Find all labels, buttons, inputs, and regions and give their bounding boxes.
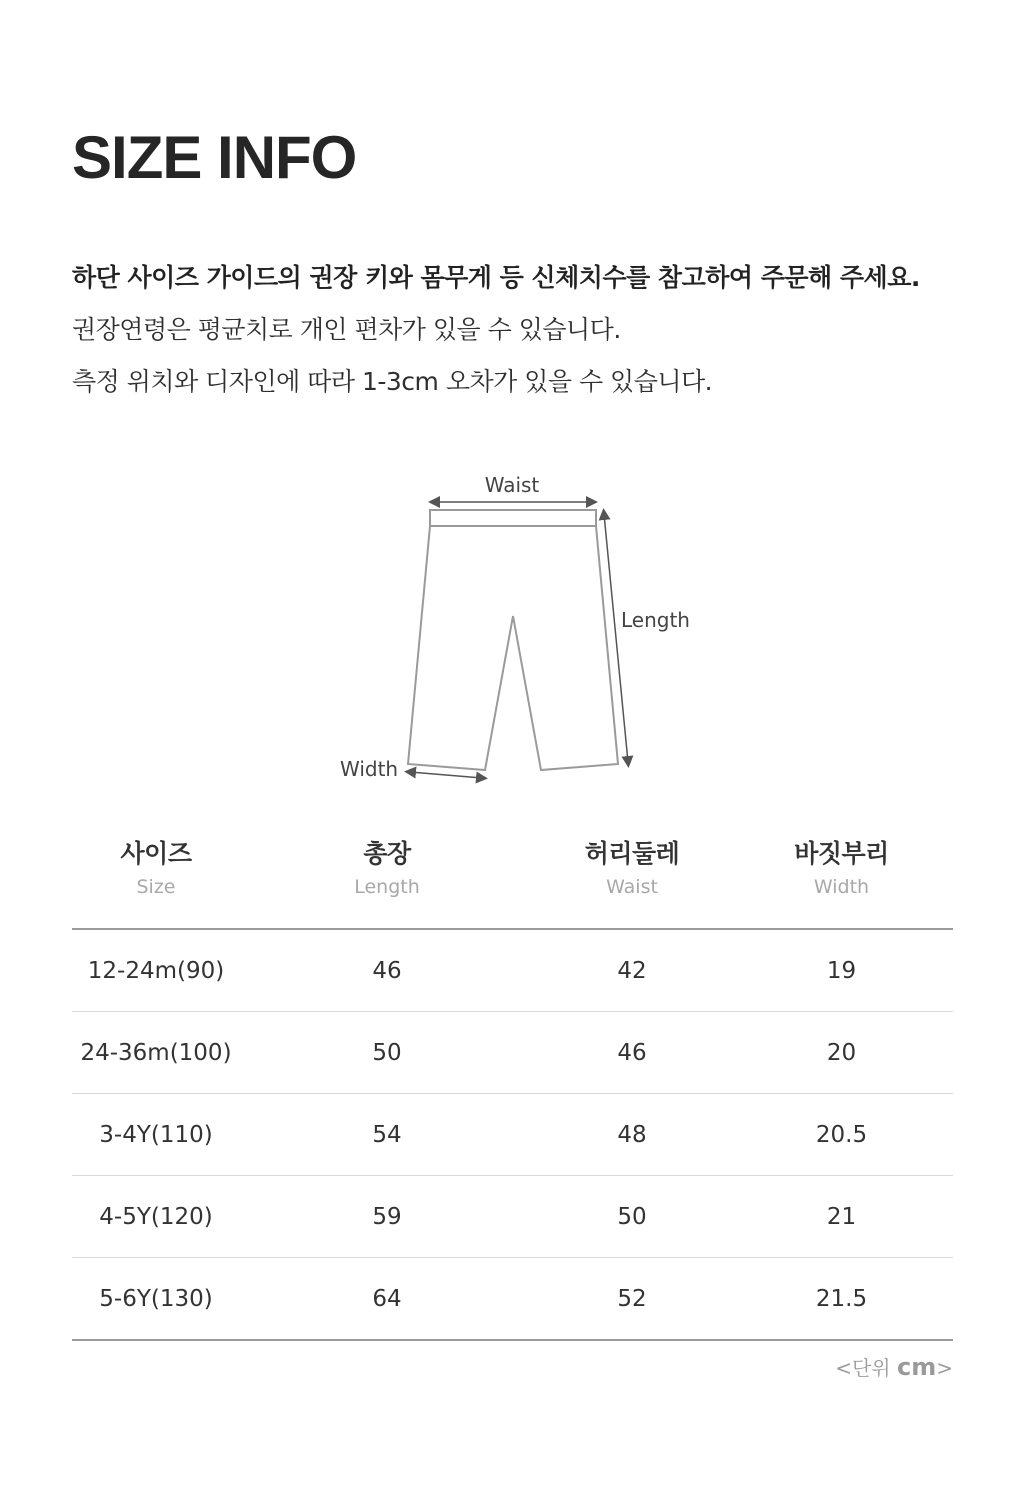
note-order-guide: 하단 사이즈 가이드의 권장 키와 몸무게 등 신체치수를 참고하여 주문해 주세요. <box>72 263 920 292</box>
cell-waist: 46 <box>617 1039 647 1066</box>
size-notes <box>72 252 972 408</box>
size-table <box>72 836 953 1341</box>
cell-width: 21.5 <box>815 1285 868 1312</box>
header-width <box>730 836 953 928</box>
cell-waist: 50 <box>617 1203 647 1230</box>
cell-length: 50 <box>372 1039 402 1066</box>
cell-size: 4-5Y(120) <box>99 1203 213 1230</box>
table-row <box>72 1012 953 1094</box>
pants-measurement-diagram <box>330 468 710 788</box>
cell-size: 3-4Y(110) <box>99 1121 213 1148</box>
header-length-ko: 총장 <box>363 839 411 868</box>
cell-length: 64 <box>372 1285 402 1312</box>
header-width-en: Width <box>813 876 870 898</box>
cell-length: 54 <box>372 1121 402 1148</box>
size-table-header <box>72 836 953 930</box>
header-width-ko: 바짓부리 <box>794 839 889 868</box>
cell-waist: 52 <box>617 1285 647 1312</box>
cell-length: 46 <box>372 957 402 984</box>
length-label: Length <box>621 608 690 632</box>
header-size-en: Size <box>136 876 176 898</box>
table-row <box>72 1094 953 1176</box>
cell-width: 20 <box>826 1039 857 1066</box>
unit-suffix: > <box>936 1356 953 1380</box>
cell-waist: 48 <box>617 1121 647 1148</box>
cell-length: 59 <box>372 1203 402 1230</box>
unit-note <box>835 1352 953 1381</box>
table-row <box>72 930 953 1012</box>
pants-outline <box>408 510 618 770</box>
cell-width: 21 <box>826 1203 857 1230</box>
table-row <box>72 1258 953 1341</box>
width-arrow <box>410 772 482 778</box>
header-length-en: Length <box>354 876 420 898</box>
header-waist-en: Waist <box>606 876 658 898</box>
width-label: Width <box>340 757 399 781</box>
cell-size: 24-36m(100) <box>80 1039 232 1066</box>
cell-size: 5-6Y(130) <box>99 1285 213 1312</box>
header-waist-ko: 허리둘레 <box>584 839 680 868</box>
note-measure-error: 측정 위치와 디자인에 따라 1-3cm 오차가 있을 수 있습니다. <box>72 367 713 396</box>
cell-width: 20.5 <box>815 1121 868 1148</box>
unit-prefix: <단위 <box>835 1356 897 1380</box>
cell-size: 12-24m(90) <box>87 957 225 984</box>
table-row <box>72 1176 953 1258</box>
pants-diagram-svg <box>330 468 710 788</box>
cell-width: 19 <box>826 957 857 984</box>
header-length <box>240 836 534 928</box>
header-size-ko: 사이즈 <box>120 839 192 868</box>
page-title: SIZE INFO <box>72 124 357 191</box>
waist-label: Waist <box>484 473 540 497</box>
header-waist <box>534 836 730 928</box>
length-arrow <box>604 514 628 762</box>
header-size <box>72 836 240 928</box>
cell-waist: 42 <box>617 957 647 984</box>
note-age-variance: 권장연령은 평균치로 개인 편차가 있을 수 있습니다. <box>72 315 621 344</box>
unit-value: cm <box>897 1353 937 1381</box>
